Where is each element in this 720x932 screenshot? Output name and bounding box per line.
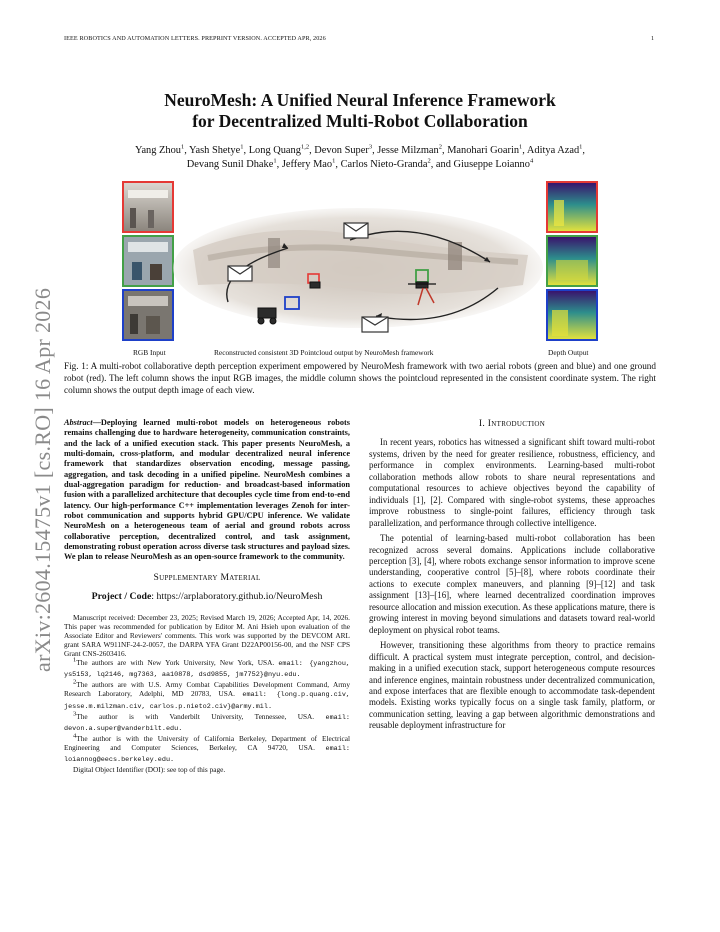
figure-caption: Fig. 1: A multi-robot collaborative depth perception experiment empowered by NeuroMesh framework with two aerial robots (green and blue) and one ground robot (red). The left column shows the input RGB images, the middle column shows the pointcloud represented in the consistent coordinate system. The right column shows the output depth image of each view.	[64, 361, 656, 395]
supplementary-heading: Supplementary Material	[153, 571, 261, 583]
intro-paragraph-2: The potential of learning-based multi-robot collaboration has been recognized across several domains. Applications include collaborative perception [3], [4], where robots exchange sensor information to improve scene understanding, cooperative control [5]–[8], where robots coordinate their actions to execute complex maneuvers, and planning [9]–[12] and task assignment [13]–[16], where learned decentralized coordination improves resource allocation and mission execution. As these applications mature, there is growing interest in moving beyond simulations and datasets toward real-world deployment on physical robot teams.	[369, 533, 655, 635]
intro-heading: I. Introduction	[478, 418, 546, 429]
arxiv-stamp: arXiv:2604.15475v1 [cs.RO] 16 Apr 2026	[30, 287, 55, 672]
author-name: Yash Shetye$^1$	[189, 143, 244, 156]
figure-label-pointcloud: Reconstructed consistent 3D Pointcloud output by NeuroMesh framework	[214, 348, 434, 357]
author-list: Yang Zhou$^1$, Yash Shetye$^1$, Long Quang$^{1,2}$, Devon Super$^3$, Jesse Milzman$^2$, Manohari Goarin$^1$, Aditya Azad$^1$, Devang Sunil Dhake$^1$, Jeffery Mao$^1$, Carlos Nieto-Granda$^2$, and Giuseppe Loianno$^4$	[134, 143, 586, 170]
figure-label-rgb: RGB Input	[133, 348, 166, 357]
abstract-label: Abstract	[64, 418, 93, 427]
footnote-aff3: $^3$The author is with Vanderbilt University, Tennessee, USA. email: devon.a.super@vanderbilt.edu.	[64, 710, 350, 733]
intro-paragraph-1: In recent years, robotics has witnessed a significant shift toward multi-robot systems, driven by the need for greater resilience, robustness, efficiency, and performance in complex environments. Learning-based multi-robot collaboration methods allow robots to share neural representations and computational resources to achieve objectives beyond the capability of individuals [1], [2]. Compared with single-robot systems, these approaches improve robustness to single-point failures, efficiency through task parallelization, and performance through collective intelligence.	[369, 437, 655, 528]
author-name: Aditya Azad$^1$	[526, 143, 583, 156]
author-name: Yang Zhou$^1$	[134, 143, 185, 156]
author-name: Manohari Goarin$^1$	[447, 143, 523, 156]
author-affiliation: 1	[332, 157, 336, 165]
author-affiliation: 4	[529, 157, 534, 165]
project-url[interactable]: https://arplaboratory.github.io/NeuroMesh	[156, 591, 323, 603]
author-name: Giuseppe Loianno$^4$	[453, 157, 534, 170]
author-name: Devang Sunil Dhake$^1$	[186, 157, 277, 170]
author-name: Carlos Nieto-Granda$^2$	[340, 157, 431, 170]
depth-output-thumbnails	[547, 182, 597, 340]
left-column	[64, 418, 350, 774]
author-affiliation: 3	[368, 143, 373, 151]
author-name: Jesse Milzman$^2$	[377, 143, 442, 156]
right-column	[369, 418, 655, 732]
figure-1	[118, 180, 602, 342]
title-line-1: NeuroMesh: A Unified Neural Inference Framework	[164, 90, 556, 110]
footnote-manuscript: Manuscript received: December 23, 2025; Revised March 19, 2026; Accepted Apr, 14, 2026. This paper was recommended for publication by Editor M. Ani Hsieh upon evaluation of the Associate Editor and Reviewers' comments. This work was supported by the DEVCOM ARL grant SARA W911NF-24-2-0057, the DARPA YFA Grant D22AP00156-00, and the NSF CPS Grant CNS-2603416.	[64, 612, 350, 659]
page-number: 1	[651, 35, 655, 42]
intro-paragraph-3: However, transitioning these algorithms from theory to practice remains difficult. A practical system must integrate perception, control, and decision-making in a unified execution stack, support heterogeneous compute resources and inference engines, maintain robustness under decentralized communication, and expose interfaces that are flexible enough to accommodate task-dependent models. Existing works typically focus on a single task family, platform, or communication setting, leaving a gap between algorithmic demonstrations and reusable deployment infrastructure for	[369, 640, 655, 731]
running-header: IEEE ROBOTICS AND AUTOMATION LETTERS. PREPRINT VERSION. ACCEPTED APR, 2026	[64, 35, 326, 42]
abstract-text: Deploying learned multi-robot models on heterogeneous robots remains challenging due to hardware heterogeneity, communication constraints, and the lack of a unified execution stack. This paper presents NeuroMesh, a multi-domain, cross-platform, and modular decentralized neural inference framework that standardizes observation encoding, message passing, aggregation, and task decoding in a unified pipeline. NeuroMesh combines a dual-aggregation paradigm for reduction- and broadcast-based information fusion with a parallelized architecture that decouples cycle time from end-to-end latency. Our high-performance C++ implementation leverages Zenoh for inter-robot communication and supports hybrid GPU/CPU inference. We validate NeuroMesh on a heterogeneous team of aerial and ground robots across collaborative perception, decentralized control, and task assignment, demonstrating robust operation across diverse task structures and payload sizes. We plan to release NeuroMesh as an open-source framework to the community.	[64, 418, 350, 562]
project-label: Project / Code	[91, 591, 152, 603]
footnote-aff2: $^2$The authors are with U.S. Army Combat Capabilities Development Command, Army Research Laboratory, Adelphi, MD 20783, USA. email: {long.p.quang.civ, jesse.m.milzman.civ, carlos.p.nieto2.civ}@army.mil.	[64, 678, 350, 711]
project-link-line: Project / Code: https://arplaboratory.github.io/NeuroMesh	[91, 591, 323, 603]
author-affiliation: 2	[427, 157, 431, 165]
author-affiliation: 1	[240, 143, 244, 151]
author-affiliation: 1,2	[300, 143, 310, 151]
rgb-input-thumbnails	[123, 182, 173, 340]
footnote-doi: Digital Object Identifier (DOI): see top of this page.	[73, 765, 226, 775]
author-affiliation: 2	[438, 143, 442, 151]
footnote-aff4-email: email: loiannog@eecs.berkeley.edu.	[64, 744, 350, 765]
author-affiliation: 1	[579, 143, 583, 151]
footnote-aff3-email: email: devon.a.super@vanderbilt.edu.	[64, 713, 350, 733]
author-affiliation: 1	[519, 143, 523, 151]
footnote-aff2-email: email: {long.p.quang.civ, jesse.m.milzman.civ, carlos.p.nieto2.civ}@army.mil.	[64, 691, 350, 711]
figure-graphic	[118, 180, 602, 342]
author-affiliation: 1	[273, 157, 277, 165]
title-line-2: for Decentralized Multi-Robot Collaboration	[192, 111, 528, 131]
footnote-aff4: $^4$The author is with the University of California Berkeley, Department of Electrical Engineering and Computer Sciences, Berkeley, CA 94720, USA. email: loiannog@eecs.berkeley.edu.	[64, 732, 350, 765]
author-name: Jeffery Mao$^1$	[281, 157, 336, 170]
footnotes	[64, 613, 350, 775]
figure-label-depth: Depth Output	[548, 348, 589, 357]
author-name: Devon Super$^3$	[314, 143, 373, 156]
pointcloud-reconstruction	[173, 208, 543, 332]
paper-title	[64, 90, 656, 132]
footnote-aff1-email: email: {yangzhou, ys5153, lq2146, mg7363, aa10878, dsd9855, jm7752}@nyu.edu.	[64, 660, 351, 680]
author-affiliation: 1	[180, 143, 185, 151]
abstract: Abstract—Deploying learned multi-robot models on heterogeneous robots remains challenging due to hardware heterogeneity, communication constraints, and the lack of a unified execution stack. This paper presents NeuroMesh, a multi-domain, cross-platform, and modular decentralized neural inference framework that standardizes observation encoding, message passing, aggregation, and task decoding in a unified pipeline. NeuroMesh combines a dual-aggregation paradigm for reduction- and broadcast-based information fusion with a parallelized architecture that decouples cycle time from end-to-end latency. Our high-performance C++ implementation leverages Zenoh for inter-robot communication and supports hybrid GPU/CPU inference. We validate NeuroMesh on a heterogeneous team of aerial and ground robots across collaborative perception, decentralized control, and task assignment, demonstrating robust operation across diverse task structures and payload sizes. We plan to release NeuroMesh as an open-source framework to the community.	[64, 418, 350, 562]
author-name: Long Quang$^{1,2}$	[248, 143, 310, 156]
footnote-aff1: $^1$The authors are with New York University, New York, USA. email: {yangzhou, ys5153, lq2146, mg7363, aa10878, dsd9855, jm7752}@nyu.edu.	[64, 656, 351, 680]
